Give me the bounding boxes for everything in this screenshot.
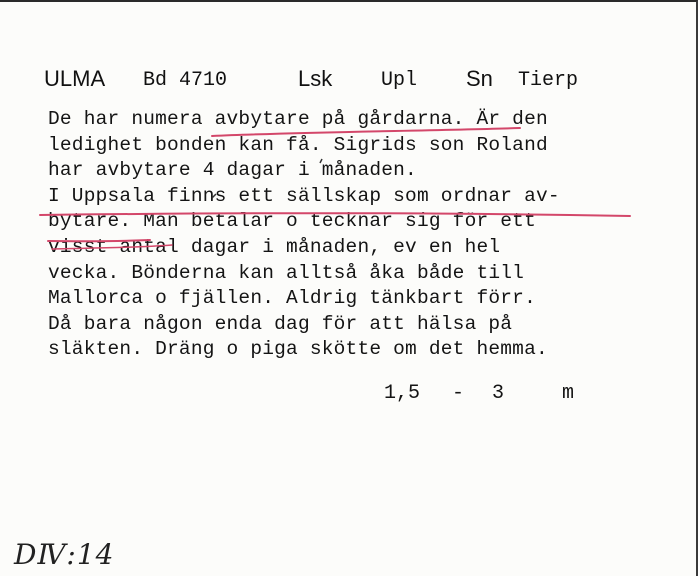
body-line: Mallorca o fjällen. Aldrig tänkbart förr. [48, 287, 536, 310]
body-line: har avbytare 4 dagar i månaden. [48, 159, 417, 182]
card-body-text [48, 107, 648, 363]
landskap-value: Upl [381, 69, 418, 92]
body-line: visst antal dagar i månaden, ev en hel [48, 235, 501, 258]
socken-label: Sn [466, 66, 493, 91]
footer-min: 1,5 [384, 382, 421, 405]
body-line: bytare. Man betalar o tecknar sig för ett [48, 210, 536, 233]
body-line: ledighet bonden kan få. Sigrids son Roland [48, 133, 548, 156]
volume-number: Bd 4710 [143, 69, 228, 92]
archive-code: ULMA [44, 66, 106, 91]
footer-unit: m [562, 382, 575, 405]
body-line: släkten. Dräng o piga skötte om det hemma. [48, 338, 548, 361]
footer-dash: - [452, 382, 465, 405]
body-line: I Uppsala finns ett sällskap som ordnar av- [48, 184, 560, 207]
body-line: De har numera avbytare på gårdarna. Är den [48, 108, 548, 130]
body-line: Då bara någon enda dag för att hälsa på [48, 312, 513, 335]
landskap-label: Lsk [298, 66, 333, 91]
signum-handwritten: DⅣ:14 [14, 538, 115, 571]
footer-max: 3 [492, 382, 505, 405]
socken-value: Tierp [518, 69, 579, 92]
body-line: vecka. Bönderna kan alltså åka både till [48, 261, 525, 284]
